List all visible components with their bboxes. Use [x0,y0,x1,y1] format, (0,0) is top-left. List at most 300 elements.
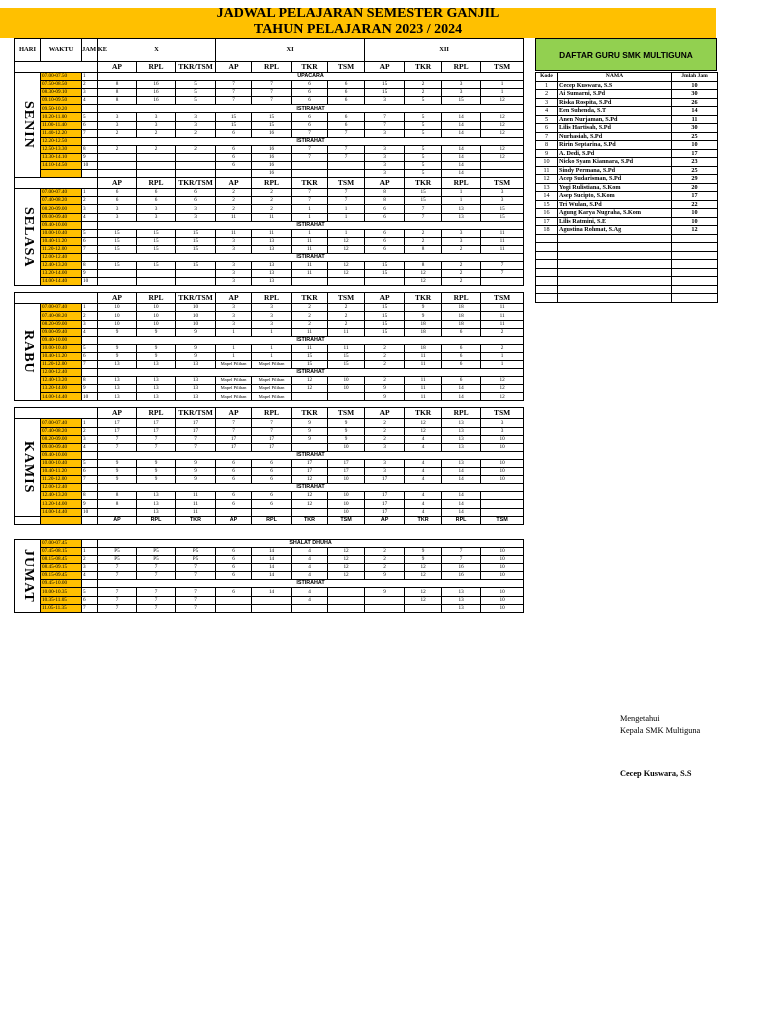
time-cell: 14.00-14.40 [41,278,82,286]
period-cell: 9 [82,385,98,393]
subject-cell: 10 [176,312,216,320]
subject-cell: 6 [216,547,252,555]
subject-cell [176,153,216,161]
subject-cell: 13 [252,262,292,270]
subject-cell: 15 [481,205,524,213]
subject-cell: 3 [98,113,137,121]
subject-cell: 10 [481,468,524,476]
period-cell [82,336,98,344]
subject-cell: 15 [328,361,365,369]
time-cell: 13.20-14.00 [41,500,82,508]
subject-cell: 11 [481,229,524,237]
table-row [15,468,524,476]
table-row [15,153,524,161]
teacher-row [536,115,718,124]
time-cell: 07.40-08.20 [41,312,82,320]
table-row [15,443,524,451]
subject-cell: 15 [405,197,442,205]
subject-cell: 10 [98,312,137,320]
table-row [15,352,524,360]
table-row [15,588,524,596]
subject-cell: 13 [176,361,216,369]
subject-cell: 13 [442,596,481,604]
teacher-code: 16 [536,209,558,218]
subject-cell: 4 [405,492,442,500]
subject-cell: 10 [328,443,365,451]
teacher-list-table [535,72,718,303]
period-cell: 6 [82,596,98,604]
subject-cell: 12 [292,476,328,484]
subject-cell: 1 [252,344,292,352]
subject-cell: 1 [252,352,292,360]
subject-cell [176,162,216,170]
teacher-code: 4 [536,107,558,116]
subject-cell: 12 [292,492,328,500]
subject-cell: 7 [328,189,365,197]
subject-cell: 16 [252,153,292,161]
period-cell: 10 [82,508,98,516]
subject-cell: 4 [405,476,442,484]
subject-cell: 12 [481,129,524,137]
blank-cell [15,516,41,524]
teacher-row [536,132,718,141]
subject-cell: 11 [176,500,216,508]
subject-cell: 3 [216,304,252,312]
subject-cell: 9 [176,459,216,467]
break-label: ISTIRAHAT [98,580,524,588]
time-cell: 10.40-11.20 [41,468,82,476]
period-cell: 10 [82,393,98,401]
subject-cell: 12 [405,588,442,596]
table-row [15,229,524,237]
subheader-rpl: RPL [137,408,176,419]
period-cell: 9 [82,153,98,161]
subject-cell: 11 [292,237,328,245]
teacher-row [536,166,718,175]
subject-cell: 17 [328,459,365,467]
subject-cell: 7 [137,604,176,612]
teacher-hours: 26 [672,98,718,107]
subject-cell: 3 [176,113,216,121]
teacher-row [536,200,718,209]
subheader-rpl: RPL [442,408,481,419]
teacher-row [536,243,718,252]
subject-cell: 16 [252,129,292,137]
subject-cell: 1 [481,81,524,89]
subject-cell: 13 [176,385,216,393]
subheader-tsm: TSM [328,293,365,304]
teacher-name: Anen Nurjaman, S.Pd [558,115,672,124]
subheader-rpl: RPL [137,62,176,73]
blank-cell [558,260,672,269]
subject-cell: 17 [98,419,137,427]
table-row [15,401,524,408]
subject-cell: 15 [292,352,328,360]
time-cell: 11.05-11.35 [41,604,82,612]
subject-cell: 12 [481,393,524,401]
table-row [15,312,524,320]
subject-cell: 10 [328,476,365,484]
day-name: SENIN [20,100,36,149]
blank-cell [672,285,718,294]
subject-cell [481,492,524,500]
subject-cell: 7 [442,556,481,564]
subject-cell: 1 [481,352,524,360]
subject-cell: 9 [365,385,405,393]
table-row [15,81,524,89]
subject-cell: 10 [481,588,524,596]
subheader-rpl: RPL [252,62,292,73]
subject-cell: 2 [98,145,137,153]
subject-cell: 10 [481,604,524,612]
subject-cell: 12 [328,245,365,253]
blank-cell [15,401,524,408]
subject-cell: 9 [98,476,137,484]
subject-cell [137,153,176,161]
subject-cell: 9 [292,419,328,427]
subject-cell: 1 [328,213,365,221]
subject-cell: 17 [176,419,216,427]
blank-cell [536,260,558,269]
table-row [15,344,524,352]
subject-cell: 13 [252,237,292,245]
subject-cell: 9 [176,344,216,352]
subject-cell: 15 [176,262,216,270]
subject-cell: 15 [365,89,405,97]
teacher-code: 11 [536,166,558,175]
subject-cell: Mapel Pilihan [252,385,292,393]
subject-cell [137,278,176,286]
subheader-foot: AP [98,516,137,524]
subject-cell: 16 [442,572,481,580]
teacher-name: Een Suhenda, S.T [558,107,672,116]
subject-cell: 7 [328,145,365,153]
subject-cell: 13 [137,492,176,500]
subheader-tkr-tsm: TKR/TSM [176,62,216,73]
table-row [15,221,524,229]
subject-cell: 6 [216,129,252,137]
time-cell: 12.00-12.40 [41,484,82,492]
teacher-code: 10 [536,158,558,167]
period-cell: 7 [82,476,98,484]
table-row [15,286,524,293]
subheader-foot: TKR [292,516,328,524]
teacher-name: Sindy Permana, S.Pd [558,166,672,175]
time-cell: 09.15-09.45 [41,572,82,580]
day-label [15,304,41,401]
table-row [15,213,524,221]
subject-cell: 7 [365,121,405,129]
subheader-ap: AP [216,178,252,189]
subject-cell: P5 [176,556,216,564]
subject-cell: 17 [328,468,365,476]
teacher-code: 18 [536,226,558,235]
period-cell: 7 [82,129,98,137]
subject-cell: 3 [365,145,405,153]
subheader-rpl: RPL [442,62,481,73]
subject-cell: 3 [216,245,252,253]
subject-cell [176,278,216,286]
teacher-hours: 10 [672,81,718,90]
day-label [15,419,41,516]
table-row [15,205,524,213]
subject-cell: 13 [137,393,176,401]
subject-cell: 9 [365,393,405,401]
blank-cell [536,277,558,286]
subject-cell: 6 [176,189,216,197]
subject-cell [292,393,328,401]
time-cell: 12.50-13.30 [41,145,82,153]
subject-cell: 2 [365,427,405,435]
subject-cell [292,162,328,170]
subject-cell: 5 [176,81,216,89]
subject-cell [176,170,216,178]
subject-cell [292,604,328,612]
time-cell: 14.10-14.50 [41,162,82,170]
subject-cell: 15 [176,229,216,237]
subheader-foot: AP [365,516,405,524]
subject-cell: 3 [137,121,176,129]
header-class-x: X [98,39,216,62]
subject-cell: 10 [481,547,524,555]
signature-name: Cecep Kuswara, S.S [620,769,692,778]
table-row [15,435,524,443]
subject-cell: 9 [328,427,365,435]
subject-cell: 6 [252,468,292,476]
period-cell [82,580,98,588]
teacher-row [536,98,718,107]
period-cell: 2 [82,81,98,89]
subject-cell: 2 [365,547,405,555]
time-cell: 07.40-08.20 [41,197,82,205]
subject-cell: 2 [365,352,405,360]
subject-cell: 3 [481,189,524,197]
period-cell [82,484,98,492]
subject-cell [328,278,365,286]
teacher-row [536,251,718,260]
subject-cell: 5 [405,170,442,178]
time-cell: 13.20-14.00 [41,270,82,278]
subject-cell [481,170,524,178]
table-row [15,572,524,580]
subheader-rpl: RPL [137,178,176,189]
break-label: SHALAT DHUHA [98,539,524,547]
subject-cell: 7 [137,596,176,604]
subject-cell: 7 [252,81,292,89]
teacher-hours: 23 [672,158,718,167]
subject-cell: 4 [405,459,442,467]
subject-cell: 1 [481,89,524,97]
subject-cell: 7 [176,588,216,596]
schedule-table [14,38,524,613]
subject-cell: 2 [292,320,328,328]
time-cell: 08.30-09.10 [41,89,82,97]
subject-cell: 17 [292,459,328,467]
subject-cell: 17 [252,443,292,451]
subject-cell: 7 [98,435,137,443]
period-cell [82,253,98,261]
subject-cell: 12 [328,564,365,572]
subject-cell: 2 [252,197,292,205]
subject-cell: 9 [292,427,328,435]
subject-cell: 13 [252,278,292,286]
subject-cell: 10 [137,304,176,312]
subject-cell: 3 [216,262,252,270]
subject-cell: 6 [328,121,365,129]
subject-cell: 6 [365,245,405,253]
subject-cell: 7 [98,564,137,572]
subject-cell: 2 [292,304,328,312]
period-cell: 2 [82,427,98,435]
period-cell: 1 [82,304,98,312]
subject-cell: 11 [405,385,442,393]
subject-cell: 6 [442,361,481,369]
period-cell [82,137,98,145]
subject-cell: 3 [365,443,405,451]
blank-cell [558,251,672,260]
teacher-row [536,294,718,303]
subject-cell: 14 [442,385,481,393]
blank-cell [41,516,82,524]
subject-cell: 14 [442,145,481,153]
table-row [15,189,524,197]
subject-cell [292,443,328,451]
subheader-tkr: TKR [405,62,442,73]
subject-cell: 4 [405,468,442,476]
subject-cell: 2 [252,205,292,213]
subject-cell: 9 [137,344,176,352]
subject-cell: 7 [328,129,365,137]
subject-cell: 3 [137,213,176,221]
subject-cell: 6 [365,229,405,237]
subject-cell: 6 [292,89,328,97]
subject-cell: 11 [481,320,524,328]
subject-cell: 2 [405,229,442,237]
subject-cell: 6 [442,377,481,385]
subheader-ap: AP [216,293,252,304]
subject-cell: 9 [405,304,442,312]
subject-cell: 3 [365,153,405,161]
teacher-row [536,226,718,235]
subject-cell: 13 [98,385,137,393]
teacher-hours: 17 [672,192,718,201]
subject-cell: 6 [442,352,481,360]
time-cell: 09.10-09.50 [41,97,82,105]
subject-cell: 15 [328,352,365,360]
time-cell: 10.00-10.40 [41,229,82,237]
subheader-tsm: TSM [328,408,365,419]
period-cell: 3 [82,89,98,97]
teacher-row [536,234,718,243]
subject-cell: 11 [176,492,216,500]
teacher-hours: 25 [672,132,718,141]
subject-cell: 10 [328,492,365,500]
subheader-ap: AP [98,178,137,189]
time-cell: 09.00-09.40 [41,443,82,451]
subject-cell: 6 [137,197,176,205]
subject-cell [481,508,524,516]
table-row [15,516,524,524]
period-cell: 5 [82,459,98,467]
teacher-hours: 10 [672,217,718,226]
subject-cell: 13 [98,377,137,385]
teacher-hours: 30 [672,90,718,99]
subject-cell: 3 [442,237,481,245]
time-cell: 10.00-10.35 [41,588,82,596]
blank-cell [15,62,98,73]
subject-cell [481,278,524,286]
period-cell: 5 [82,588,98,596]
subheader-tsm: TSM [481,408,524,419]
subject-cell: 7 [137,435,176,443]
subject-cell: 18 [442,304,481,312]
subject-cell: 11 [216,213,252,221]
subject-cell: 8 [98,500,137,508]
table-row [15,162,524,170]
teacher-hours: 29 [672,175,718,184]
subject-cell: 18 [405,328,442,336]
period-cell: 1 [82,547,98,555]
time-cell: 08.20-09.00 [41,320,82,328]
subject-cell: 12 [405,419,442,427]
subject-cell: 2 [442,270,481,278]
header-waktu: WAKTU [41,39,82,62]
signature-label: Mengetahui [620,714,660,723]
subject-cell: 11 [405,361,442,369]
subheader-tkr-tsm: TKR/TSM [176,178,216,189]
subject-cell: 1 [292,229,328,237]
subject-cell: 11 [292,344,328,352]
subject-cell: 17 [137,419,176,427]
table-row [15,320,524,328]
time-cell: 07.00-07.40 [41,189,82,197]
subheader-foot: TKR [176,516,216,524]
subject-cell: 6 [292,81,328,89]
time-cell: 09.00-09.40 [41,328,82,336]
subject-cell: 15 [98,237,137,245]
subject-cell: 17 [252,435,292,443]
subject-cell: 12 [481,121,524,129]
subject-cell: 11 [292,270,328,278]
header-class-xii: XII [365,39,524,62]
teacher-name: Lilis Hartisah, S.Pd [558,124,672,133]
subject-cell: 10 [481,596,524,604]
subheader-foot: TSM [328,516,365,524]
subject-cell: 15 [137,237,176,245]
subject-cell: 8 [365,197,405,205]
subject-cell: 9 [137,476,176,484]
subject-cell: 13 [442,205,481,213]
table-row [15,262,524,270]
subject-cell: 12 [328,547,365,555]
day-label [15,73,41,178]
teacher-name: Tri Wulan, S.Pd [558,200,672,209]
subject-cell: 10 [98,304,137,312]
subject-cell: 3 [176,205,216,213]
subheader-rpl: RPL [442,178,481,189]
subheader-ap: AP [98,62,137,73]
subject-cell: 1 [328,205,365,213]
period-cell [82,105,98,113]
subject-cell: 2 [365,377,405,385]
subject-cell: 1 [292,213,328,221]
day-name: RABU [20,330,36,374]
subject-cell: 10 [328,377,365,385]
subject-cell: 14 [442,508,481,516]
teacher-name: Riska Rospita, S.Pd [558,98,672,107]
period-cell: 5 [82,229,98,237]
time-cell: 10.40-11.20 [41,352,82,360]
